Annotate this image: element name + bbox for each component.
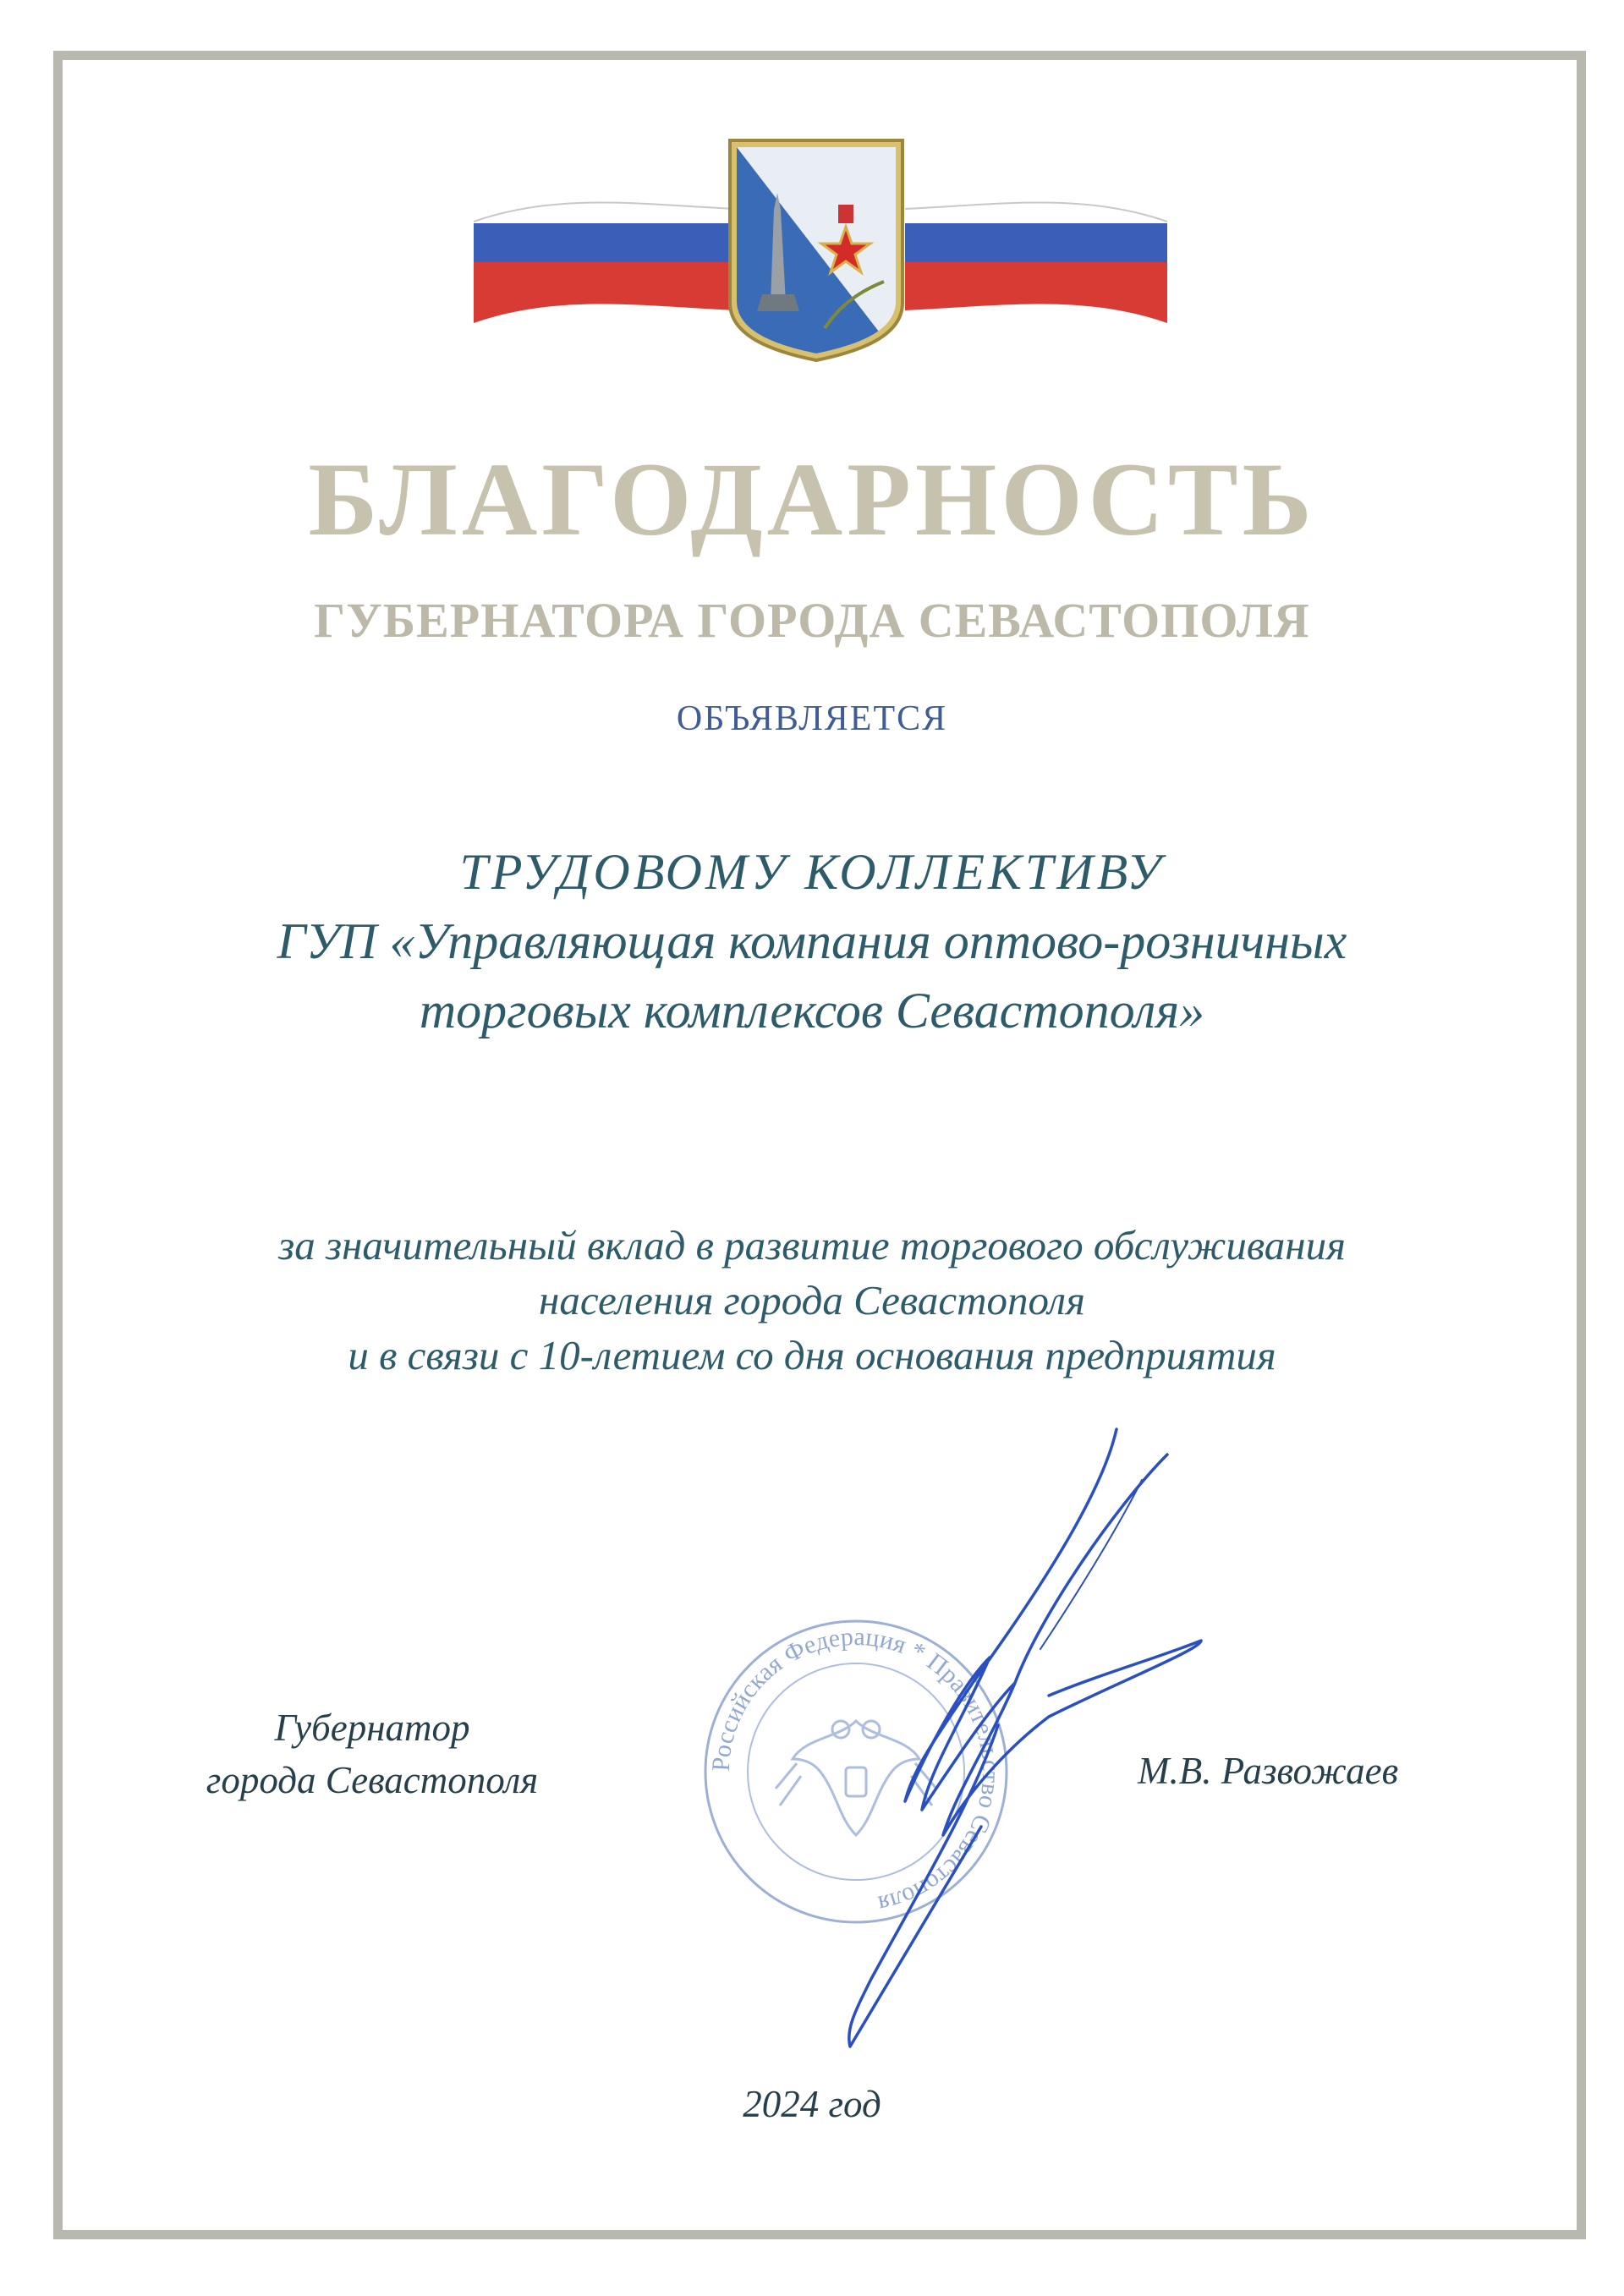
reason-line-3: и в связи с 10-летием со дня основания предприятия	[348, 1332, 1276, 1378]
recipient-line-3: торговых комплексов Севастополя»	[419, 983, 1205, 1038]
recipient-block	[0, 837, 1624, 1045]
document-title: БЛАГОДАРНОСТЬ	[308, 441, 1316, 557]
handwritten-signature	[761, 1404, 1235, 2063]
sevastopol-coat-of-arms-icon	[723, 134, 909, 364]
signatory-position	[161, 1701, 584, 1806]
stamp-ring-text: Российская Федерация * Правительство Севастополя	[706, 1622, 1006, 1919]
signatory-position-line-2: города Севастополя	[206, 1759, 539, 1801]
reason-block	[0, 1218, 1624, 1383]
signatory-position-line-1: Губернатор	[274, 1707, 470, 1749]
document-year: 2024 год	[743, 2083, 881, 2125]
recipient-line-1: ТРУДОВОМУ КОЛЛЕКТИВУ	[459, 844, 1165, 900]
signatory-name: М.В. Развожаев	[1138, 1750, 1399, 1792]
document-subtitle: ГУБЕРНАТОРА ГОРОДА СЕВАСТОПОЛЯ	[314, 593, 1310, 648]
reason-line-1: за значительный вклад в развитие торгового обслуживания	[278, 1222, 1346, 1269]
reason-line-2: населения города Севастополя	[539, 1277, 1085, 1323]
announcement-line: ОБЪЯВЛЯЕТСЯ	[676, 699, 948, 738]
recipient-line-2: ГУП «Управляющая компания оптово-розничных	[277, 913, 1347, 969]
